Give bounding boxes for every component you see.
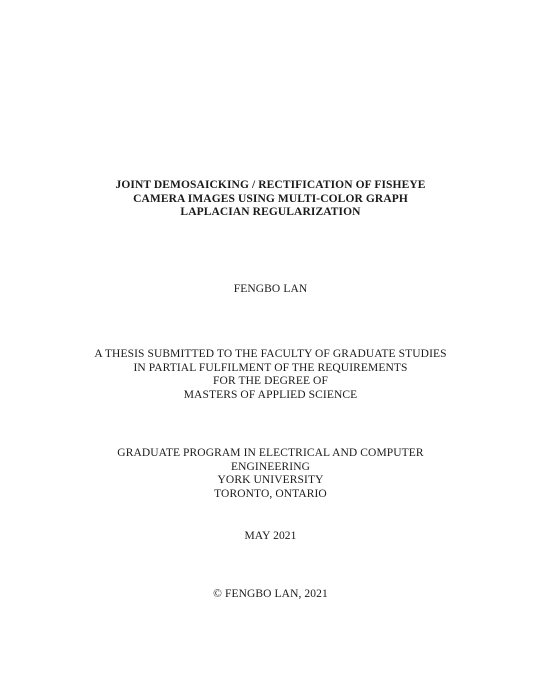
copyright-notice	[0, 588, 541, 602]
program-line: YORK UNIVERSITY	[217, 474, 324, 486]
program-line: GRADUATE PROGRAM IN ELECTRICAL AND COMPUTER	[117, 447, 424, 459]
copyright-line: © FENGBO LAN, 2021	[213, 588, 328, 600]
submission-line: FOR THE DEGREE OF	[213, 375, 328, 387]
author-line: FENGBO LAN	[233, 283, 308, 295]
date-line: MAY 2021	[244, 530, 297, 542]
submission-line: IN PARTIAL FULFILMENT OF THE REQUIREMENTS	[133, 361, 408, 374]
program-line: ENGINEERING	[230, 460, 311, 473]
submission-date	[0, 530, 541, 544]
program-affiliation	[0, 447, 541, 501]
program-line: TORONTO, ONTARIO	[214, 487, 327, 500]
title-line: JOINT DEMOSAICKING / RECTIFICATION OF FISHEYE	[115, 179, 426, 191]
title-line: CAMERA IMAGES USING MULTI-COLOR GRAPH	[133, 192, 408, 205]
submission-line: A THESIS SUBMITTED TO THE FACULTY OF GRADUATE STUDIES	[94, 348, 447, 360]
submission-statement	[0, 348, 541, 402]
author-name	[0, 283, 541, 297]
title-line: LAPLACIAN REGULARIZATION	[180, 206, 361, 218]
submission-line: MASTERS OF APPLIED SCIENCE	[183, 388, 358, 401]
thesis-title	[0, 179, 541, 220]
